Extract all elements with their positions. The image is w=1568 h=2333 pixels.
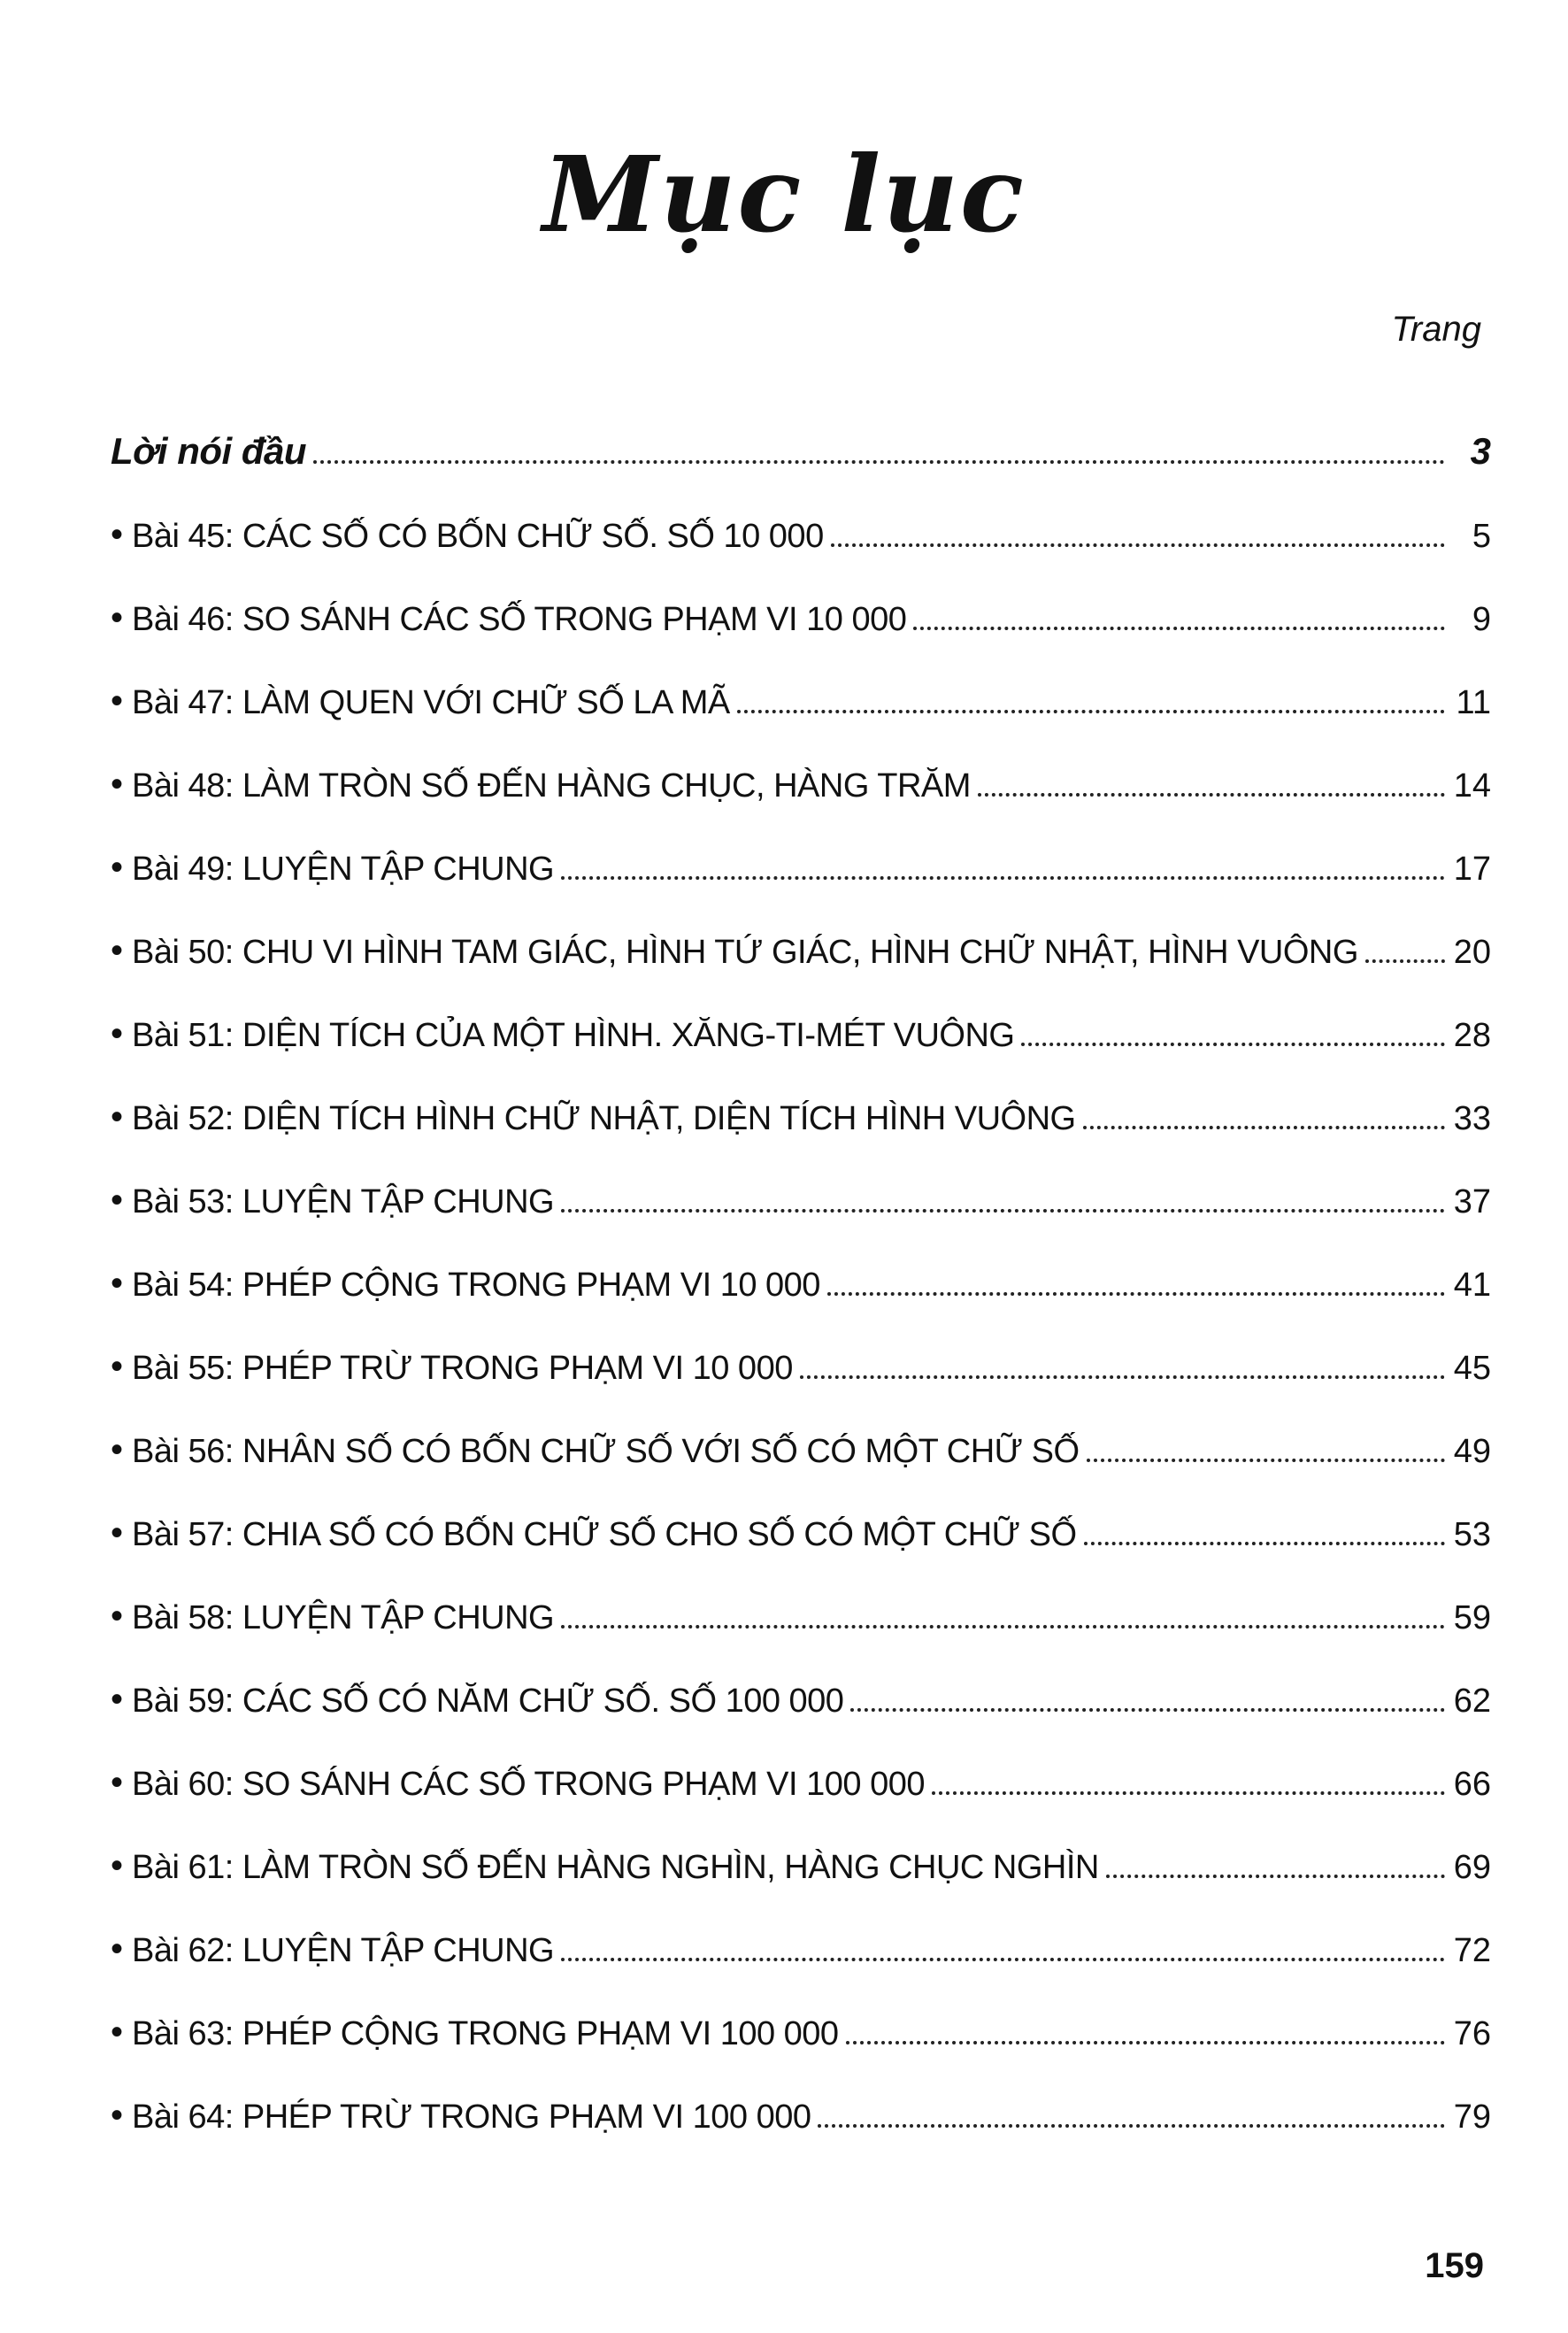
bullet-icon: • bbox=[111, 2096, 124, 2135]
toc-entry-label bbox=[132, 934, 1358, 972]
toc-entry-page-number: 59 bbox=[1453, 1599, 1491, 1636]
bullet-icon: • bbox=[111, 598, 124, 637]
bullet-icon: • bbox=[111, 1014, 124, 1053]
toc-entry-page-number: 41 bbox=[1453, 1267, 1491, 1304]
bullet-icon: • bbox=[111, 1513, 124, 1552]
bullet-icon: • bbox=[111, 1929, 124, 1968]
toc-entry-label bbox=[132, 1183, 554, 1221]
dot-leader bbox=[1106, 1875, 1445, 1878]
lesson-number: Bài 60: bbox=[132, 1766, 234, 1803]
toc-entry-row[interactable] bbox=[111, 556, 1491, 639]
lesson-number: Bài 53: bbox=[132, 1183, 234, 1220]
lesson-title: LÀM TRÒN SỐ ĐẾN HÀNG NGHÌN, HÀNG CHỤC NGHÌN bbox=[242, 1849, 1099, 1886]
toc-entry-page-number: 79 bbox=[1453, 2098, 1491, 2136]
toc-entry-page-number: 76 bbox=[1453, 2015, 1491, 2052]
toc-entry-page-number: 53 bbox=[1453, 1516, 1491, 1553]
lesson-number: Bài 57: bbox=[132, 1516, 234, 1553]
toc-entry-row[interactable] bbox=[111, 1055, 1491, 1138]
lesson-number: Bài 49: bbox=[132, 851, 234, 888]
toc-entry-label bbox=[132, 1766, 925, 1804]
toc-entry-label bbox=[132, 684, 730, 722]
bullet-icon: • bbox=[111, 515, 124, 554]
dot-leader bbox=[827, 1292, 1445, 1296]
lesson-number: Bài 58: bbox=[132, 1599, 234, 1636]
lesson-title: LUYỆN TẬP CHUNG bbox=[242, 1599, 555, 1636]
lesson-number: Bài 61: bbox=[132, 1849, 234, 1886]
lesson-number: Bài 54: bbox=[132, 1267, 234, 1304]
toc-entry-label bbox=[132, 767, 971, 805]
lesson-title: SO SÁNH CÁC SỐ TRONG PHẠM VI 10 000 bbox=[242, 601, 907, 638]
toc-entry-page-number: 14 bbox=[1453, 767, 1491, 805]
toc-entry-page-number: 28 bbox=[1453, 1017, 1491, 1054]
bullet-icon: • bbox=[111, 1347, 124, 1386]
toc-entry-page-number: 49 bbox=[1453, 1433, 1491, 1470]
toc-entry-page-number: 33 bbox=[1453, 1100, 1491, 1137]
lesson-number: Bài 46: bbox=[132, 601, 234, 638]
toc-entry-row[interactable] bbox=[111, 1471, 1491, 1554]
lesson-title: LÀM QUEN VỚI CHỮ SỐ LA MÃ bbox=[242, 684, 730, 721]
lesson-number: Bài 62: bbox=[132, 1932, 234, 1969]
dot-leader bbox=[1084, 1542, 1445, 1545]
lesson-number: Bài 52: bbox=[132, 1100, 234, 1137]
dot-leader bbox=[561, 876, 1445, 880]
toc-entry-page-number: 20 bbox=[1453, 934, 1491, 971]
dot-leader bbox=[1083, 1126, 1445, 1129]
lesson-title: PHÉP TRỪ TRONG PHẠM VI 100 000 bbox=[242, 2098, 811, 2136]
toc-entry-page-number: 17 bbox=[1453, 851, 1491, 888]
lesson-title: PHÉP CỘNG TRONG PHẠM VI 10 000 bbox=[242, 1267, 820, 1304]
toc-entry-page-number: 9 bbox=[1472, 601, 1491, 638]
bullet-icon: • bbox=[111, 1264, 124, 1303]
lesson-title: CÁC SỐ CÓ BỐN CHỮ SỐ. SỐ 10 000 bbox=[242, 518, 824, 555]
lesson-title: CÁC SỐ CÓ NĂM CHỮ SỐ. SỐ 100 000 bbox=[242, 1682, 844, 1720]
lesson-number: Bài 45: bbox=[132, 518, 234, 555]
bullet-icon: • bbox=[111, 1680, 124, 1719]
bullet-icon: • bbox=[111, 765, 124, 804]
toc-entry-row[interactable] bbox=[111, 2053, 1491, 2137]
toc-entry-label bbox=[132, 1267, 820, 1305]
dot-leader bbox=[561, 1209, 1445, 1213]
bullet-icon: • bbox=[111, 1430, 124, 1469]
toc-entry-page-number: 45 bbox=[1453, 1350, 1491, 1387]
dot-leader bbox=[313, 460, 1445, 464]
dot-leader bbox=[818, 2124, 1445, 2128]
lesson-title: LÀM TRÒN SỐ ĐẾN HÀNG CHỤC, HÀNG TRĂM bbox=[242, 767, 971, 805]
toc-entry-label bbox=[132, 601, 906, 639]
dot-leader bbox=[1365, 959, 1445, 963]
lesson-number: Bài 63: bbox=[132, 2015, 234, 2052]
dot-leader bbox=[831, 543, 1445, 547]
toc-entry-row[interactable] bbox=[111, 1305, 1491, 1388]
bullet-icon: • bbox=[111, 848, 124, 887]
toc-entry-row[interactable] bbox=[111, 1721, 1491, 1804]
toc-entry-row[interactable] bbox=[111, 1221, 1491, 1305]
preface-page-number: 3 bbox=[1470, 430, 1491, 472]
bullet-icon: • bbox=[111, 1181, 124, 1220]
toc-entry-row[interactable] bbox=[111, 1804, 1491, 1887]
toc-entry-label bbox=[132, 1932, 554, 1970]
toc-entry-label bbox=[132, 851, 554, 889]
lesson-number: Bài 64: bbox=[132, 2098, 234, 2136]
toc-entry-page-number: 37 bbox=[1453, 1183, 1491, 1220]
toc-entry-row[interactable] bbox=[111, 639, 1491, 722]
lesson-title: DIỆN TÍCH CỦA MỘT HÌNH. XĂNG-TI-MÉT VUÔNG bbox=[242, 1017, 1015, 1054]
toc-entry-row[interactable] bbox=[111, 722, 1491, 805]
bullet-icon: • bbox=[111, 681, 124, 720]
toc-entry-row[interactable] bbox=[111, 1637, 1491, 1721]
dot-leader bbox=[800, 1375, 1445, 1379]
lesson-title: LUYỆN TẬP CHUNG bbox=[242, 1183, 555, 1220]
dot-leader bbox=[932, 1791, 1445, 1795]
lesson-number: Bài 48: bbox=[132, 767, 234, 805]
lesson-number: Bài 55: bbox=[132, 1350, 234, 1387]
footer-page-number: 159 bbox=[1425, 2246, 1484, 2285]
lesson-title: LUYỆN TẬP CHUNG bbox=[242, 1932, 555, 1969]
lesson-title: PHÉP CỘNG TRONG PHẠM VI 100 000 bbox=[242, 2015, 839, 2052]
toc-entry-page-number: 69 bbox=[1453, 1849, 1491, 1886]
lesson-number: Bài 50: bbox=[132, 934, 234, 971]
lesson-number: Bài 56: bbox=[132, 1433, 234, 1470]
toc-entry-row[interactable] bbox=[111, 1388, 1491, 1471]
toc-entry-page-number: 62 bbox=[1453, 1682, 1491, 1720]
toc-entry-row[interactable] bbox=[111, 1138, 1491, 1221]
toc-entry-label bbox=[132, 1350, 793, 1388]
lesson-title: DIỆN TÍCH HÌNH CHỮ NHẬT, DIỆN TÍCH HÌNH VUÔNG bbox=[242, 1100, 1076, 1137]
dot-leader bbox=[913, 627, 1445, 630]
toc-entry-label bbox=[132, 2098, 811, 2137]
bullet-icon: • bbox=[111, 1763, 124, 1802]
lesson-title: LUYỆN TẬP CHUNG bbox=[242, 851, 555, 888]
toc-entry-label bbox=[132, 1516, 1077, 1554]
lesson-number: Bài 59: bbox=[132, 1682, 234, 1720]
bullet-icon: • bbox=[111, 1097, 124, 1136]
dot-leader bbox=[561, 1625, 1445, 1628]
toc-entry-label bbox=[132, 1849, 1099, 1887]
toc-entry-row[interactable] bbox=[111, 889, 1491, 972]
lesson-title: CHU VI HÌNH TAM GIÁC, HÌNH TỨ GIÁC, HÌNH CHỮ NHẬT, HÌNH VUÔNG bbox=[242, 934, 1358, 971]
toc-entry-label bbox=[132, 1599, 554, 1637]
toc-entry-row[interactable] bbox=[111, 1554, 1491, 1637]
toc-entry-row[interactable] bbox=[111, 805, 1491, 889]
toc-entry-label bbox=[132, 1017, 1014, 1055]
toc-entry-page-number: 66 bbox=[1453, 1766, 1491, 1803]
toc-entry-label bbox=[132, 518, 824, 556]
lesson-title: SO SÁNH CÁC SỐ TRONG PHẠM VI 100 000 bbox=[242, 1766, 925, 1803]
toc-entry-page-number: 72 bbox=[1453, 1932, 1491, 1969]
lesson-title: PHÉP TRỪ TRONG PHẠM VI 10 000 bbox=[242, 1350, 793, 1387]
dot-leader bbox=[846, 2041, 1445, 2044]
toc-entry-page-number: 5 bbox=[1472, 518, 1491, 555]
toc-entry-row[interactable] bbox=[111, 1970, 1491, 2053]
lesson-number: Bài 47: bbox=[132, 684, 234, 721]
dot-leader bbox=[978, 793, 1445, 797]
dot-leader bbox=[850, 1708, 1445, 1712]
bullet-icon: • bbox=[111, 2013, 124, 2052]
toc-entry-label bbox=[132, 2015, 839, 2053]
dot-leader bbox=[561, 1958, 1445, 1961]
lesson-number: Bài 51: bbox=[132, 1017, 234, 1054]
toc-preface-row[interactable] bbox=[111, 389, 1491, 473]
page-title: Mục lục bbox=[542, 133, 1026, 256]
bullet-icon: • bbox=[111, 931, 124, 970]
lesson-title: CHIA SỐ CÓ BỐN CHỮ SỐ CHO SỐ CÓ MỘT CHỮ SỐ bbox=[242, 1516, 1077, 1553]
toc-entry-page-number: 11 bbox=[1456, 684, 1491, 721]
bullet-icon: • bbox=[111, 1597, 124, 1636]
table-of-contents bbox=[111, 389, 1491, 2137]
page-column-label: Trang bbox=[1391, 310, 1481, 349]
dot-leader bbox=[737, 710, 1445, 713]
toc-entry-row[interactable] bbox=[111, 473, 1491, 556]
toc-entry-label bbox=[132, 1682, 843, 1721]
toc-entry-label bbox=[132, 1100, 1076, 1138]
toc-entry-row[interactable] bbox=[111, 972, 1491, 1055]
toc-entry-label bbox=[132, 1433, 1080, 1471]
toc-entry-row[interactable] bbox=[111, 1887, 1491, 1970]
dot-leader bbox=[1087, 1459, 1445, 1462]
lesson-title: NHÂN SỐ CÓ BỐN CHỮ SỐ VỚI SỐ CÓ MỘT CHỮ SỐ bbox=[242, 1433, 1080, 1470]
preface-title: Lời nói đầu bbox=[111, 430, 307, 472]
bullet-icon: • bbox=[111, 1846, 124, 1885]
dot-leader bbox=[1021, 1043, 1445, 1046]
